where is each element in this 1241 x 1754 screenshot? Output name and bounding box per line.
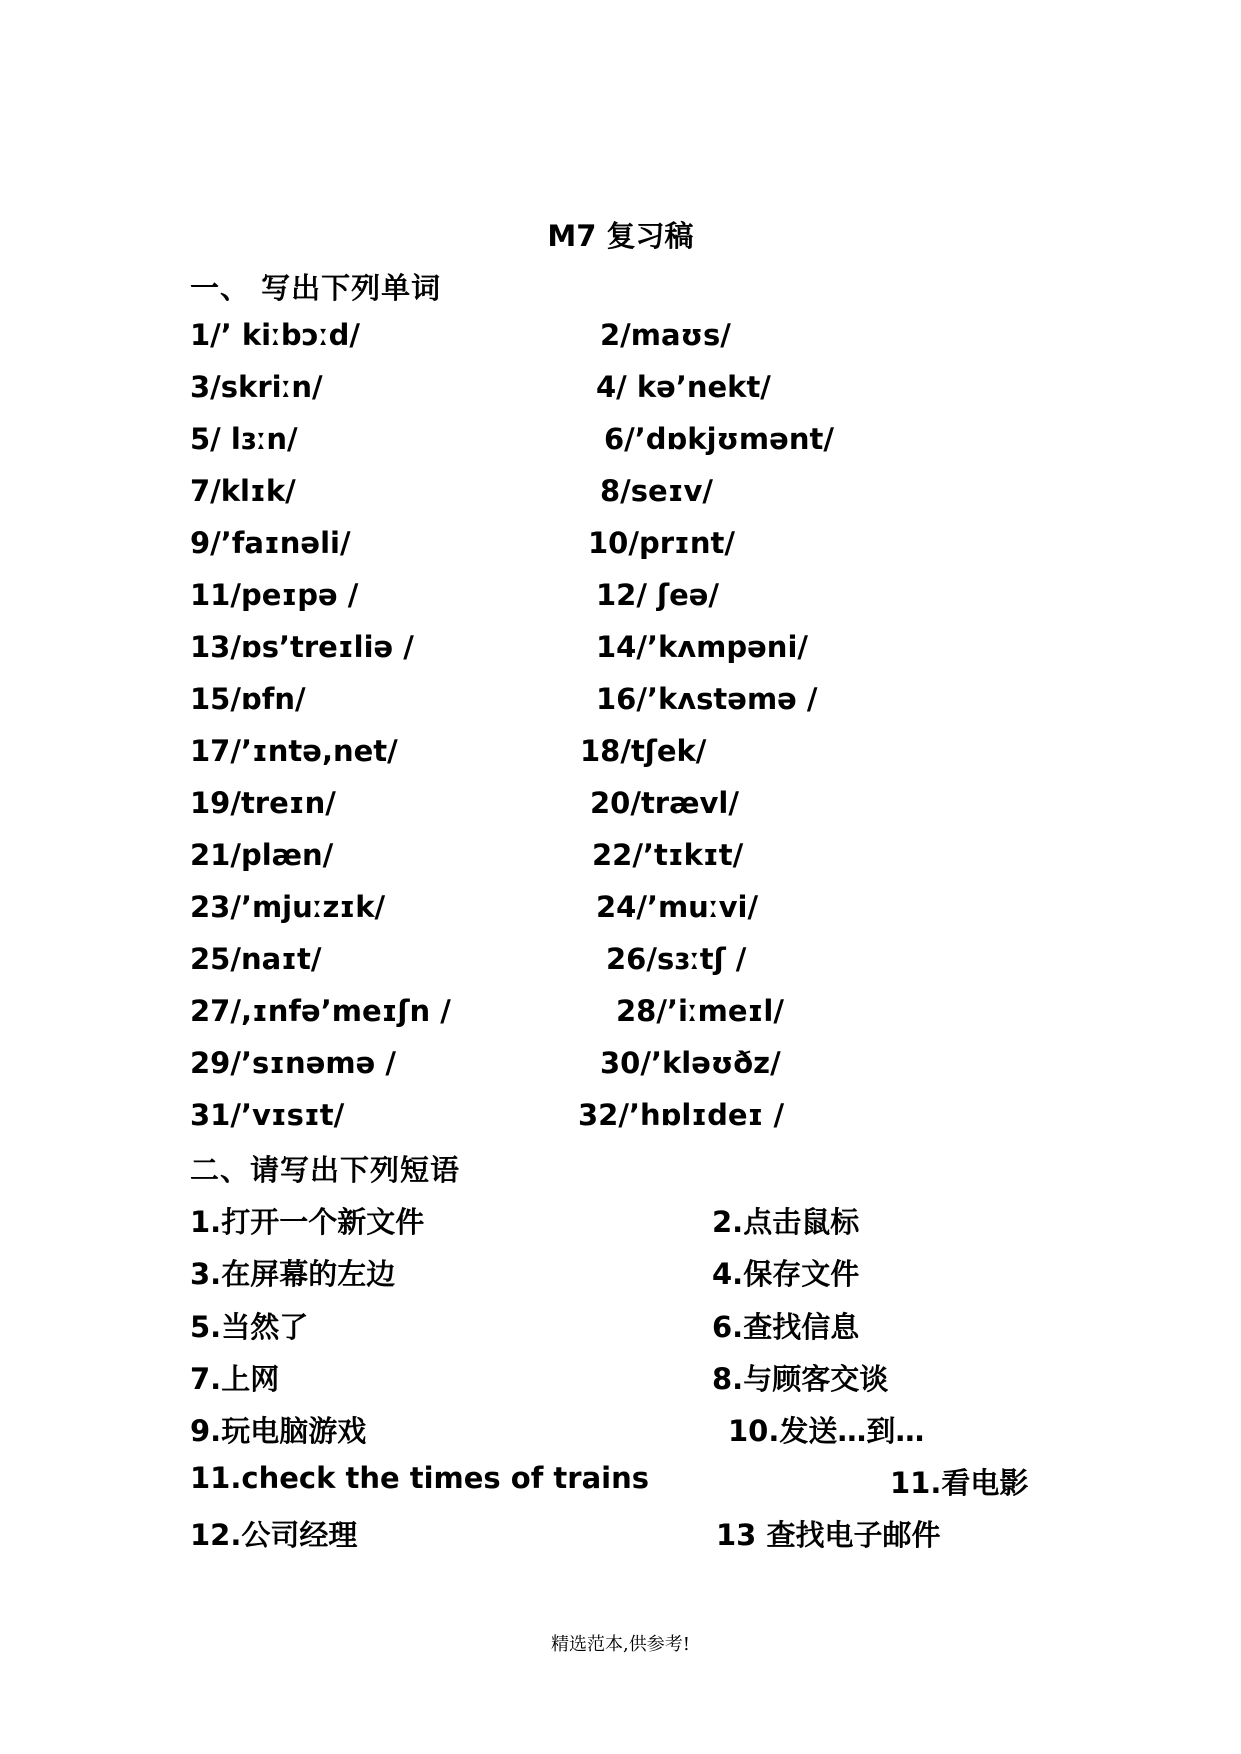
vocab-item: 21/plæn/ [190,838,334,872]
vocab-row [190,370,1090,414]
vocab-item: 2/maʊs/ [600,318,731,352]
vocab-row [190,474,1090,518]
vocab-item: 9/’faɪnəli/ [190,526,351,560]
phrase-item: 9.玩电脑游戏 [190,1414,367,1448]
phrase-item: 6.查找信息 [712,1310,860,1344]
page-title: M7 复习稿 [547,219,694,253]
phrase-item: 13 查找电子邮件 [716,1518,941,1552]
vocab-item: 4/ kə’nekt/ [596,370,771,404]
vocab-item: 16/’kʌstəmə / [596,682,818,716]
vocab-item: 25/naɪt/ [190,942,322,976]
vocab-item: 14/’kʌmpəni/ [596,630,808,664]
vocab-item: 22/’tɪkɪt/ [592,838,744,872]
phrase-item: 8.与顾客交谈 [712,1362,889,1396]
phrase-row [190,1305,1090,1349]
vocab-row [190,682,1090,726]
vocab-row [190,890,1090,934]
phrase-item: 5.当然了 [190,1310,309,1344]
vocab-row [190,734,1090,778]
section2-heading: 二、请写出下列短语 [190,1153,461,1187]
phrase-item: 11.check the times of trains [190,1461,649,1495]
vocab-item: 10/prɪnt/ [588,526,735,560]
vocab-row [190,1098,1090,1142]
phrase-row [190,1461,1090,1505]
vocab-item: 28/’iːmeɪl/ [616,994,784,1028]
vocab-item: 15/ɒfn/ [190,682,306,716]
vocab-item: 24/’muːvi/ [596,890,759,924]
vocab-item: 8/seɪv/ [600,474,714,508]
phrase-item: 2.点击鼠标 [712,1205,860,1239]
vocab-item: 20/trævl/ [590,786,739,820]
vocab-row [190,578,1090,622]
vocab-item: 17/’ɪntə,net/ [190,734,398,768]
vocab-item: 23/’mjuːzɪk/ [190,890,386,924]
vocab-item: 13/ɒs’treɪliə / [190,630,414,664]
phrase-row [190,1252,1090,1296]
phrase-item: 12.公司经理 [190,1518,358,1552]
vocab-row [190,422,1090,466]
phrase-item: 7.上网 [190,1362,280,1396]
vocab-row [190,630,1090,674]
section1-heading: 一、 写出下列单词 [190,271,442,305]
vocab-item: 31/’vɪsɪt/ [190,1098,345,1132]
vocab-row [190,994,1090,1038]
vocab-item: 32/’hɒlɪdeɪ / [578,1098,785,1132]
phrase-item: 3.在屏幕的左边 [190,1257,396,1291]
vocab-item: 11/peɪpə / [190,578,359,612]
vocab-item: 26/sɜːtʃ / [606,942,747,976]
vocab-item: 5/ lɜːn/ [190,422,298,456]
vocab-item: 12/ ʃeə/ [596,578,720,612]
vocab-item: 3/skriːn/ [190,370,323,404]
phrase-item: 4.保存文件 [712,1257,860,1291]
phrase-item: 11.看电影 [890,1466,1029,1500]
vocab-row [190,838,1090,882]
vocab-item: 29/’sɪnəmə / [190,1046,396,1080]
vocab-item: 7/klɪk/ [190,474,296,508]
vocab-item: 1/’ kiːbɔːd/ [190,318,360,352]
phrase-item: 10.发送…到… [728,1414,925,1448]
footer-note: 精选范本,供参考! [551,1634,690,1655]
phrase-row [190,1200,1090,1244]
phrase-row [190,1513,1090,1557]
vocab-row [190,526,1090,570]
vocab-row [190,942,1090,986]
vocab-item: 27/,ɪnfə’meɪʃn / [190,994,451,1028]
vocab-item: 30/’kləʊðz/ [600,1046,781,1080]
vocab-item: 6/’dɒkjʊmənt/ [604,422,834,456]
phrase-row [190,1409,1090,1453]
phrase-row [190,1357,1090,1401]
vocab-item: 18/tʃek/ [580,734,707,768]
vocab-row [190,318,1090,362]
vocab-item: 19/treɪn/ [190,786,336,820]
vocab-row [190,786,1090,830]
vocab-row [190,1046,1090,1090]
phrase-item: 1.打开一个新文件 [190,1205,425,1239]
